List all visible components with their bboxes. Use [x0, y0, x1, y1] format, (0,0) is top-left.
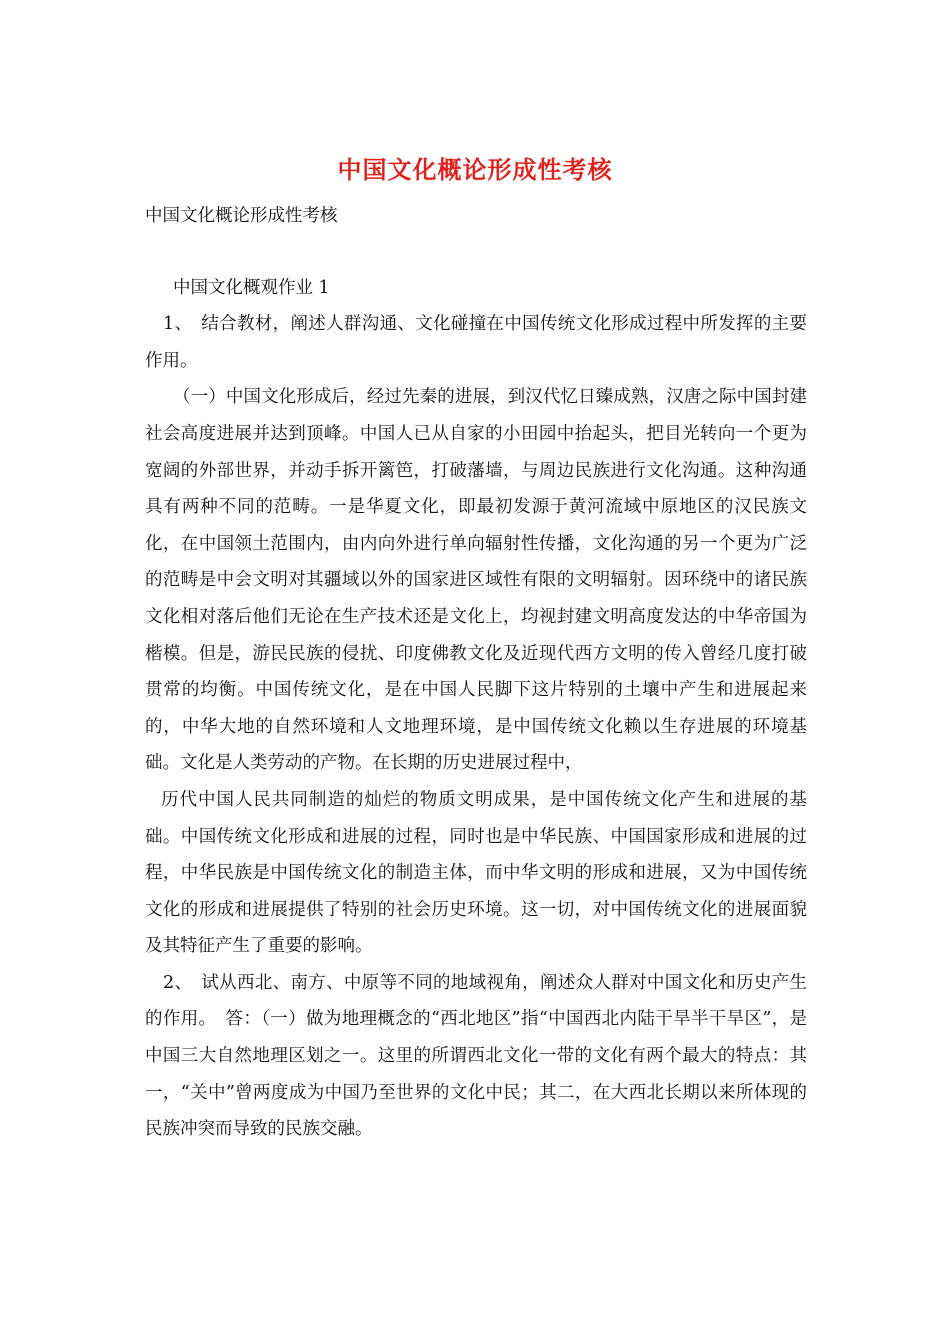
assignment-heading: 中国文化概观作业 1	[173, 277, 330, 298]
question-1: 1、 结合教材，阐述人群沟通、文化碰撞在中国传统文化形成过程中所发挥的主要作用。	[145, 314, 807, 371]
document-subtitle: 中国文化概论形成性考核	[145, 206, 338, 226]
document-body	[145, 198, 807, 1148]
answer-1-paragraph-1: （一）中国文化形成后，经过先秦的进展，到汉代忆日臻成熟，汉唐之际中国封建社会高度进展并达到顶峰。中国人已从自家的小田园中抬起头，把目光转向一个更为宽阔的外部世界，并动手拆开篱笆，打破藩墙，与周边民族进行文化沟通。这种沟通具有两种不同的范畴。一是华夏文化，即最初发源于黄河流域中原地区的汉民族文化，在中国领土范围内，由内向外进行单向辐射性传播，文化沟通的另一个更为广泛的范畴是中会文明对其疆域以外的国家进区域性有限的文明辐射。因环绕中的诸民族文化相对落后他们无论在生产技术还是文化上，均视封建文明高度发达的中华帝国为楷模。但是，游民民族的侵扰、印度佛教文化及近现代西方文明的传入曾经几度打破贯常的均衡。中国传统文化，是在中国人民脚下这片特别的土壤中产生和进展起来的，中华大地的自然环境和人文地理环境，是中国传统文化赖以生存进展的环境基础。文化是人类劳动的产物。在长期的历史进展过程中，	[145, 387, 807, 774]
document-title: 中国文化概论形成性考核	[337, 155, 613, 184]
answer-1-paragraph-2: 历代中国人民共同制造的灿烂的物质文明成果，是中国传统文化产生和进展的基础。中国传统文化形成和进展的过程，同时也是中华民族、中国国家形成和进展的过程，中华民族是中国传统文化的制造主体，而中华文明的形成和进展，又为中国传统文化的形成和进展提供了特别的社会历史环境。这一切，对中国传统文化的进展面貌及其特征产生了重要的影响。	[145, 789, 807, 957]
question-2: 2、 试从西北、南方、中原等不同的地域视角，阐述众人群对中国文化和历史产生的作用。 答：（一）做为地理概念的“西北地区”指“中国西北内陆干旱半干旱区”，是中国三大自然地理区划之一。这里的所谓西北文化一带的文化有两个最大的特点：其一，“关中”曾两度成为中国乃至世界的文化中民；其二，在大西北长期以来所体现的民族冲突而导致的民族交融。	[145, 972, 807, 1140]
